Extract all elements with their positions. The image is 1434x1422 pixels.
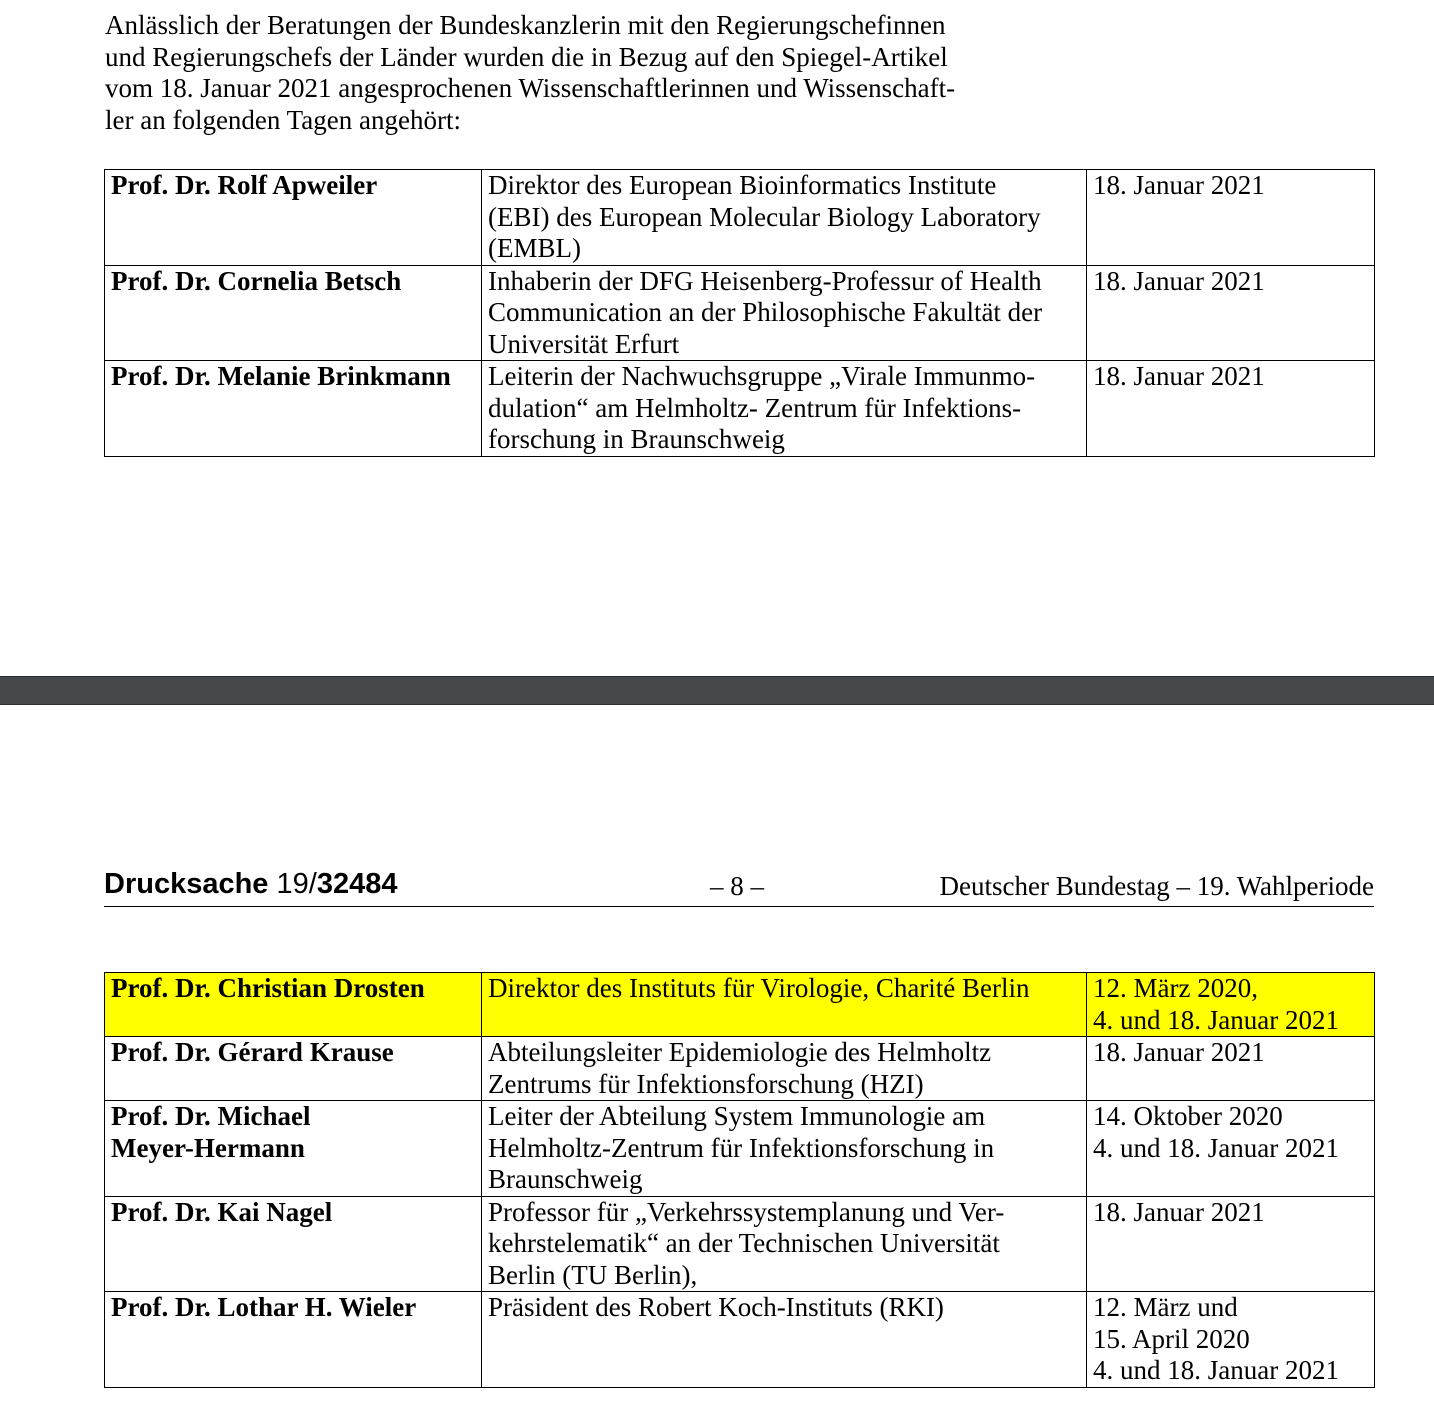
table-row — [105, 265, 1375, 361]
publisher: Deutscher Bundestag – 19. Wahlperiode — [939, 871, 1374, 901]
table-row — [105, 361, 1375, 457]
dates-cell — [1087, 361, 1375, 457]
name-cell — [105, 1037, 482, 1101]
role-line: Direktor des Instituts für Virologie, Charité Berlin — [488, 973, 1030, 1003]
role-line: Professor für „Verkehrssystemplanung und Ver- — [488, 1196, 1005, 1227]
dates-line: 18. Januar 2021 — [1093, 1196, 1265, 1227]
role-cell — [482, 1101, 1087, 1197]
role-line: Zentrums für Infektionsforschung (HZI) — [488, 1068, 924, 1099]
dates-line: 18. Januar 2021 — [1093, 1037, 1265, 1067]
dates-line: 18. Januar 2021 — [1093, 361, 1265, 391]
dates-cell — [1087, 1037, 1375, 1101]
experts-table-top — [104, 169, 1375, 457]
role-cell — [482, 1292, 1087, 1388]
role-line: (EMBL) — [488, 233, 581, 263]
dates-line: 14. Oktober 2020 — [1093, 1101, 1283, 1131]
dates-line: 4. und 18. Januar 2021 — [1093, 1004, 1339, 1035]
dates-line: 18. Januar 2021 — [1093, 265, 1265, 296]
role-line: Braunschweig — [488, 1164, 643, 1194]
role-line: Präsident des Robert Koch-Instituts (RKI) — [488, 1292, 944, 1322]
table-row — [105, 973, 1375, 1037]
name-line: Prof. Dr. Gérard Krause — [111, 1037, 394, 1067]
dates-cell — [1087, 1196, 1375, 1292]
dates-line: 12. März und — [1093, 1292, 1238, 1322]
document-reference — [104, 866, 397, 902]
name-cell — [105, 361, 482, 457]
dates-cell — [1087, 170, 1375, 266]
dates-cell — [1087, 1101, 1375, 1197]
dates-line: 18. Januar 2021 — [1093, 170, 1265, 200]
doc-number: 32484 — [316, 868, 398, 900]
role-line: Universität Erfurt — [488, 328, 680, 359]
table-row — [105, 1196, 1375, 1292]
name-line: Prof. Dr. Michael — [111, 1101, 311, 1131]
role-line: Direktor des European Bioinformatics Institute — [488, 170, 997, 200]
experts-table-top-body — [105, 170, 1375, 457]
dates-line: 4. und 18. Januar 2021 — [1093, 1132, 1339, 1163]
role-cell — [482, 170, 1087, 266]
name-line: Prof. Dr. Rolf Apweiler — [111, 170, 378, 200]
intro-line: vom 18. Januar 2021 angesprochenen Wissenschaftlerinnen und Wissenschaft- — [105, 73, 956, 103]
dates-line: 15. April 2020 — [1093, 1323, 1250, 1354]
name-line: Prof. Dr. Kai Nagel — [111, 1196, 333, 1227]
role-line: Leiterin der Nachwuchsgruppe „Virale Immunmo- — [488, 361, 1036, 391]
intro-line: ler an folgenden Tagen angehört: — [105, 104, 461, 135]
role-cell — [482, 973, 1087, 1037]
role-line: (EBI) des European Molecular Biology Laboratory — [488, 201, 1041, 232]
name-line: Prof. Dr. Melanie Brinkmann — [111, 361, 451, 391]
experts-table-bottom — [104, 972, 1375, 1388]
name-cell — [105, 265, 482, 361]
name-cell — [105, 1292, 482, 1388]
name-cell — [105, 170, 482, 266]
name-line: Prof. Dr. Cornelia Betsch — [111, 265, 402, 296]
role-line: Leiter der Abteilung System Immunologie am — [488, 1101, 986, 1131]
role-cell — [482, 1196, 1087, 1292]
dates-line: 12. März 2020, — [1093, 973, 1258, 1003]
dates-cell — [1087, 265, 1375, 361]
name-line: Prof. Dr. Lothar H. Wieler — [111, 1292, 417, 1322]
name-line: Meyer-Hermann — [111, 1132, 305, 1163]
intro-paragraph — [105, 10, 1015, 136]
dates-cell — [1087, 1292, 1375, 1388]
intro-line: und Regierungschefs der Länder wurden die in Bezug auf den Spiegel-Artikel — [105, 41, 948, 72]
role-line: Berlin (TU Berlin), — [488, 1259, 698, 1290]
dates-cell — [1087, 973, 1375, 1037]
table-row — [105, 170, 1375, 266]
role-line: Abteilungsleiter Epidemiologie des Helmholtz — [488, 1037, 992, 1067]
page-separator — [0, 676, 1434, 705]
table-row — [105, 1037, 1375, 1101]
role-line: Communication an der Philosophische Fakultät der — [488, 297, 1043, 327]
role-line: dulation“ am Helmholtz- Zentrum für Infektions- — [488, 392, 1022, 423]
experts-table-bottom-body — [105, 973, 1375, 1388]
name-line: Prof. Dr. Christian Drosten — [111, 973, 425, 1003]
role-line: forschung in Braunschweig — [488, 424, 785, 454]
role-line: Inhaberin der DFG Heisenberg-Professur of Health — [488, 265, 1042, 296]
role-cell — [482, 1037, 1087, 1101]
role-cell — [482, 361, 1087, 457]
table-row — [105, 1292, 1375, 1388]
role-cell — [482, 265, 1087, 361]
intro-line: Anlässlich der Beratungen der Bundeskanzlerin mit den Regierungschefinnen — [105, 10, 946, 40]
name-cell — [105, 1196, 482, 1292]
role-line: Helmholtz-Zentrum für Infektionsforschung in — [488, 1132, 995, 1163]
doc-label: Drucksache — [104, 868, 269, 900]
doc-number-prefix: 19/ — [276, 868, 317, 900]
name-cell — [105, 973, 482, 1037]
name-cell — [105, 1101, 482, 1197]
dates-line: 4. und 18. Januar 2021 — [1093, 1355, 1339, 1385]
table-row — [105, 1101, 1375, 1197]
page-number: – 8 – — [710, 871, 764, 901]
page-header — [104, 866, 1374, 907]
role-line: kehrstelematik“ an der Technischen Universität — [488, 1228, 1000, 1258]
